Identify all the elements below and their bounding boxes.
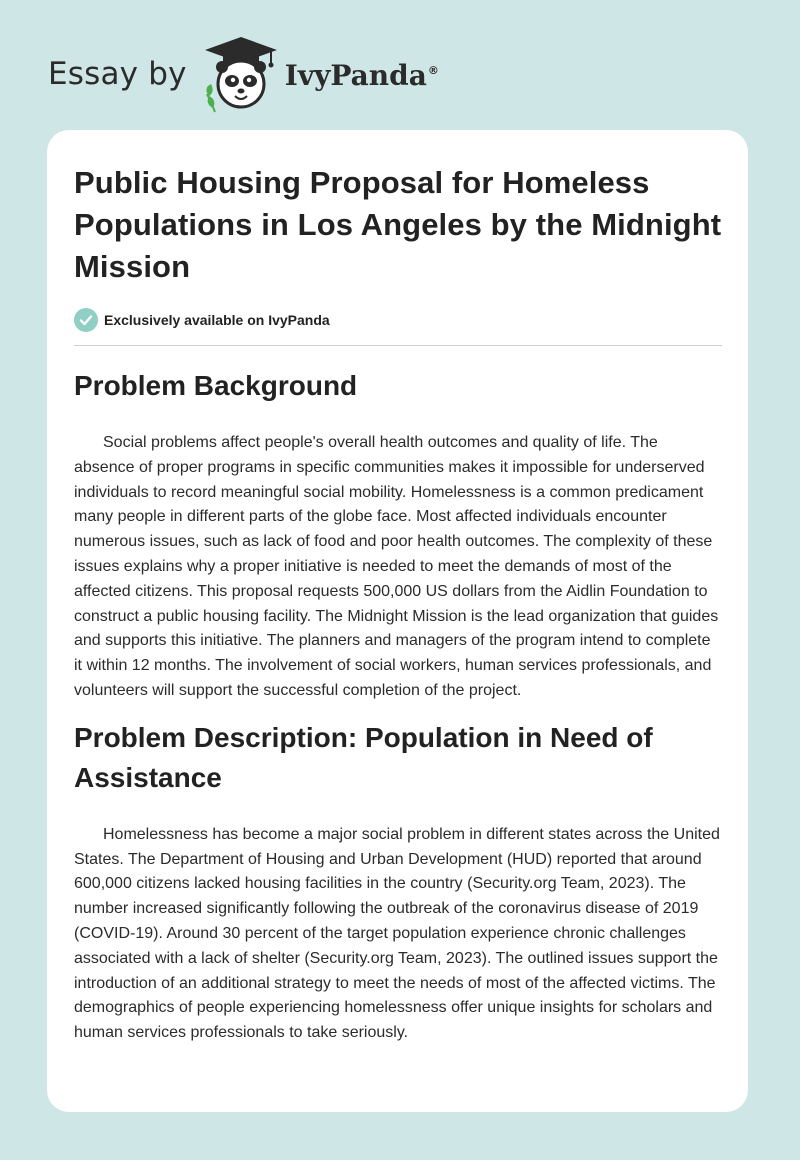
brand-name: IvyPanda® [284, 58, 439, 92]
essay-card [47, 130, 748, 1112]
exclusive-badge-label: Exclusively available on IvyPanda [104, 312, 330, 328]
section-problem-background [74, 366, 722, 704]
section-problem-description [74, 718, 722, 1046]
panda-logo-icon[interactable] [201, 34, 281, 114]
check-circle-icon [74, 308, 98, 332]
brand-prefix: Essay by [48, 56, 187, 92]
brand-header [48, 34, 439, 114]
section-heading: Problem Description: Population in Need of Assistance [74, 721, 653, 793]
exclusive-badge [74, 308, 722, 332]
section-heading: Problem Background [74, 370, 358, 401]
essay-title: Public Housing Proposal for Homeless Populations in Los Angeles by the Midnight Mission [74, 165, 722, 284]
title-divider [74, 345, 722, 346]
section-paragraph: Social problems affect people's overall health outcomes and quality of life. The absence of proper programs in specific communities makes it impossible for underserved individuals to record meaningful social mobility. Homelessness is a common predicament many people in different parts of the globe face. Most affected individuals encounter numerous issues, such as lack of food and poor health outcomes. The complexity of these issues explains why a proper initiative is needed to meet the demands of most of the affected citizens. This proposal requests 500,000 US dollars from the Aidlin Foundation to construct a public housing facility. The Midnight Mission is the lead organization that guides and supports this initiative. The planners and managers of the program intend to complete it within 12 months. The involvement of social workers, human services professionals, and volunteers will support the successful completion of the project. [74, 434, 719, 699]
section-paragraph: Homelessness has become a major social problem in different states across the United States. The Department of Housing and Urban Development (HUD) reported that around 600,000 citizens lacked housing facilities in the country (Security.org Team, 2023). The number increased significantly following the outbreak of the coronavirus disease of 2019 (COVID-19). Around 30 percent of the target population experience chronic challenges associated with a lack of shelter (Security.org Team, 2023). The outlined issues support the introduction of an additional strategy to meet the needs of most of the affected victims. The demographics of people experiencing homelessness offer unique insights for scholars and human services professionals to take seriously. [74, 825, 720, 1042]
